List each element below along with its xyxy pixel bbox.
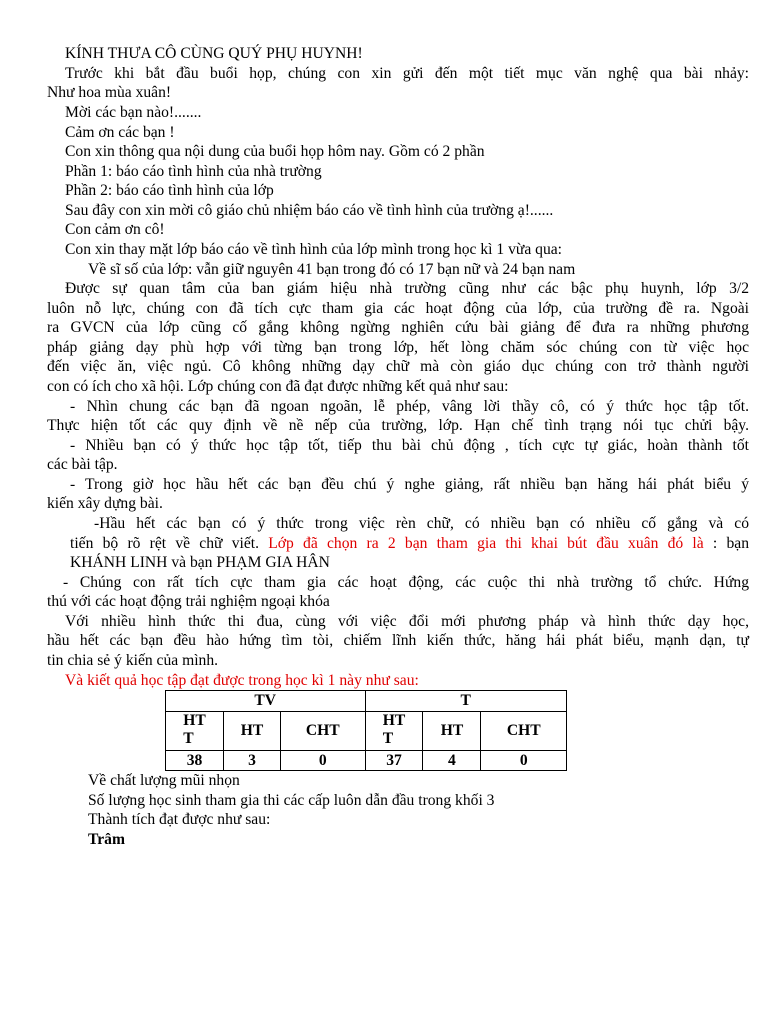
paragraph-line: con có ích cho xã hội. Lớp chúng con đã đạt được những kết quả như sau:	[47, 378, 509, 395]
paragraph-line: - Nhìn chung các bạn đã ngoan ngoãn, lễ phép, vâng lời thầy cô, có ý thức học tập tốt.	[70, 398, 749, 415]
signature-name: Trâm	[88, 831, 125, 848]
paragraph-line: Con cảm ơn cô!	[65, 221, 165, 238]
table-cell: 0	[280, 750, 365, 771]
paragraph-line: Cảm ơn các bạn !	[65, 124, 175, 141]
header-cell: CHT	[280, 711, 365, 750]
table-header-row	[166, 691, 567, 712]
paragraph-line: Phần 2: báo cáo tình hình của lớp	[65, 182, 274, 199]
table-subheader-row	[166, 711, 567, 750]
salutation: KÍNH THƯA CÔ CÙNG QUÝ PHỤ HUYNH!	[65, 45, 363, 62]
paragraph-line: kiến xây dựng bài.	[47, 495, 163, 512]
paragraph-line: Thực hiện tốt các quy định về nề nếp của trường, lớp. Hạn chế tình trạng nói tục chửi bậy.	[47, 417, 749, 434]
paragraph-line: luôn nỗ lực, chúng con đã tích cực tham gia các hoạt động của lớp, của trường đề ra. Ngoài	[47, 300, 749, 317]
paragraph-line: Con xin thông qua nội dung của buổi họp hôm nay. Gồm có 2 phần	[65, 143, 485, 160]
paragraph-line: Về sĩ số của lớp: vẫn giữ nguyên 41 bạn trong đó có 17 bạn nữ và 24 bạn nam	[88, 261, 576, 278]
table-cell: 3	[223, 750, 280, 771]
paragraph-line: Trước khi bắt đầu buổi họp, chúng con xin gửi đến một tiết mục văn nghệ qua bài nhảy:	[65, 65, 749, 82]
header-cell	[166, 711, 224, 750]
paragraph-line: - Trong giờ học hầu hết các bạn đều chú ý nghe giảng, rất nhiều bạn hăng hái phát biểu ý	[70, 476, 749, 493]
table-cell: 0	[481, 750, 567, 771]
paragraph-line: các bài tập.	[47, 456, 118, 473]
table-cell: 4	[423, 750, 481, 771]
paragraph-line: - Nhiều bạn có ý thức học tập tốt, tiếp thu bài chủ động , tích cực tự giác, hoàn thành tốt	[70, 437, 749, 454]
paragraph-line: Phần 1: báo cáo tình hình của nhà trường	[65, 163, 322, 180]
paragraph-line: đến việc ăn, việc ngủ. Cô không những dạy chữ mà còn giáo dục chúng con trở thành người	[47, 358, 749, 375]
paragraph-line: Sau đây con xin mời cô giáo chủ nhiệm báo cáo về tình hình của trường ạ!......	[65, 202, 554, 219]
results-table	[165, 690, 567, 771]
line-text: tiến bộ rõ rệt về chữ viết.	[70, 535, 269, 552]
paragraph-line: Mời các bạn nào!.......	[65, 104, 202, 121]
highlighted-text: Lớp đã chọn ra 2 bạn tham gia thi khai bút đầu xuân đó là	[268, 535, 704, 552]
paragraph-line: Con xin thay mặt lớp báo cáo về tình hình của lớp mình trong học kì 1 vừa qua:	[65, 241, 562, 258]
paragraph-line: Như hoa mùa xuân!	[47, 84, 172, 101]
header-cell: CHT	[481, 711, 567, 750]
table-cell: 38	[166, 750, 224, 771]
header-line: T	[183, 730, 194, 748]
paragraph-line: Số lượng học sinh tham gia thi các cấp luôn dẫn đầu trong khối 3	[88, 792, 495, 809]
paragraph-line: Thành tích đạt được như sau:	[88, 811, 271, 828]
header-cell	[365, 711, 423, 750]
line-text: : bạn	[703, 535, 750, 552]
table-row	[166, 750, 567, 771]
header-line: HT	[183, 712, 206, 730]
group-header-t: T	[365, 691, 567, 712]
header-line: T	[382, 730, 394, 748]
header-cell: HT	[423, 711, 481, 750]
group-header-tv: TV	[166, 691, 366, 712]
paragraph-line: thú với các hoạt động trải nghiệm ngoại khóa	[47, 593, 330, 610]
paragraph-line: - Chúng con rất tích cực tham gia các hoạt động, các cuộc thi nhà trường tổ chức. Hứng	[63, 574, 749, 591]
paragraph-line: ra GVCN của lớp cũng cố gắng không ngừng nghiên cứu bài giảng để đưa ra những phương	[47, 319, 749, 336]
paragraph-line: hầu hết các bạn đều hào hứng tìm tòi, chiếm lĩnh kiến thức, hăng hái phát biểu, mạnh dạn, tự	[47, 632, 749, 649]
paragraph-line: tin chia sẻ ý kiến của mình.	[47, 652, 219, 669]
paragraph-line: -Hầu hết các bạn có ý thức trong việc rèn chữ, có nhiều bạn có nhiều cố gắng và có	[94, 515, 749, 532]
table-cell: 37	[365, 750, 423, 771]
paragraph-line: Được sự quan tâm của ban giám hiệu nhà trường cũng như các bậc phụ huynh, lớp 3/2	[65, 280, 749, 297]
results-heading: Và kiết quả học tập đạt được trong học kì 1 này như sau:	[65, 672, 419, 689]
paragraph-line	[70, 534, 749, 554]
paragraph-line: Về chất lượng mũi nhọn	[88, 772, 240, 789]
paragraph-line: Với nhiều hình thức thi đua, cùng với việc đổi mới phương pháp và hình thức dạy học,	[65, 613, 749, 630]
paragraph-line: KHÁNH LINH và bạn PHẠM GIA HÂN	[70, 554, 330, 571]
header-line: HT	[382, 712, 406, 730]
header-cell: HT	[223, 711, 280, 750]
paragraph-line: pháp giảng dạy phù hợp với từng bạn trong lớp, hết lòng chăm sóc chúng con từ việc học	[47, 339, 749, 356]
